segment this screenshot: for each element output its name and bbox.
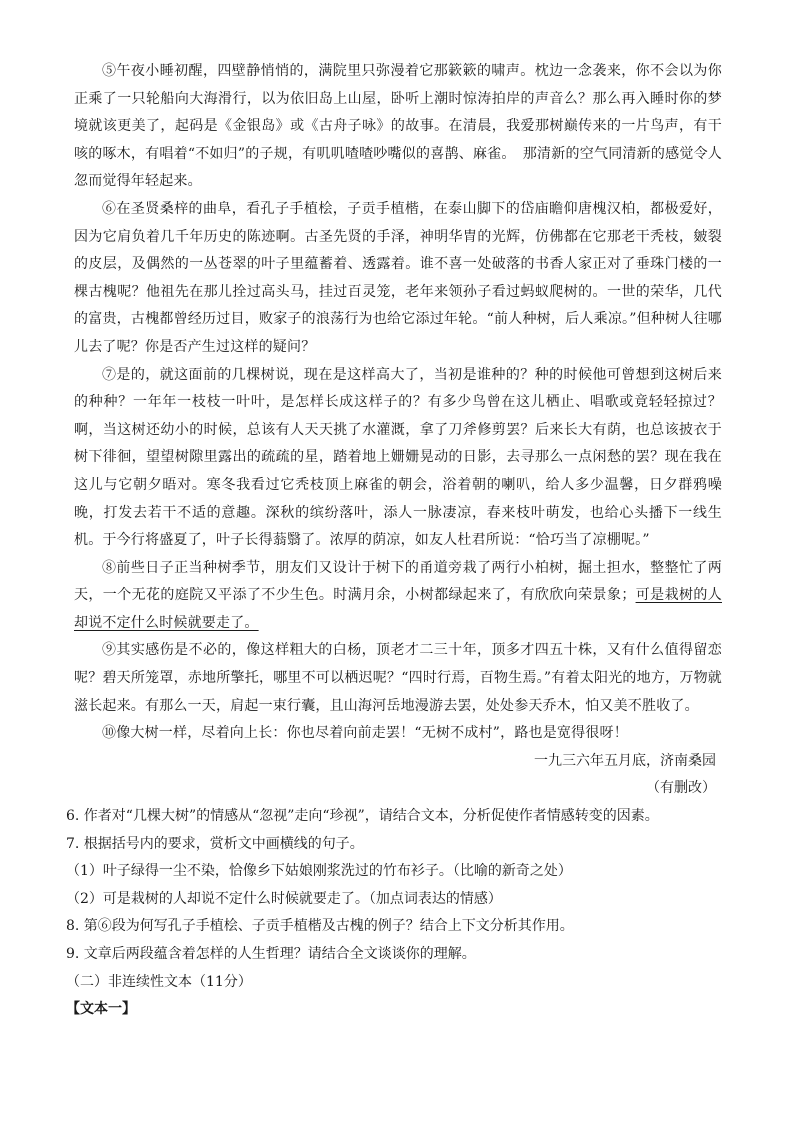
paragraph-5: ⑤午夜小睡初醒，四壁静悄悄的，满院里只弥漫着它那簌簌的啸声。枕边一念袭来，你不会以为你正乘了一只轮船向大海滑行，以为依旧岛上山屋，卧听上潮时惊涛拍岸的声音么？那么再入睡时你的梦境就该更美了，起码是《金银岛》或《古舟子咏》的故事。在清晨，我爱那树巅传来的一片鸟声，有干咳的啄木，有唱着“不如归”的子规，有叽叽喳喳吵嘴似的喜鹊、麻雀。 那清新的空气同清新的感觉令人忽而觉得年轻起来。 [74, 63, 722, 190]
underlined-sentence: 可是栽树的人却说不定什么时候就要走了。 [74, 587, 722, 631]
paragraph-10: ⑩像大树一样，尽着向上长：你也尽着向前走罢！“无树不成村”，路也是宽得很呀！ [102, 725, 628, 742]
question-6: 6. 作者对“几棵大树”的情感从“忽视”走向“珍视”，请结合文本，分析促使作者情感转变的因素。 [66, 808, 659, 825]
paragraph-6: ⑥在圣贤桑梓的曲阜，看孔子手植桧，子贡手植楷，在泰山脚下的岱庙瞻仰唐槐汉柏，都极爱好，因为它肩负着几千年历史的陈迹啊。古圣先贤的手泽，神明华胄的光辉，仿佛都在它那老干秃枝，皴裂的皮层，及偶然的一丛苍翠的叶子里蕴蓄着、透露着。谁不喜一处破落的书香人家正对了垂珠门楼的一棵古槐呢？他祖先在那儿拴过高头马，挂过百灵笼，老年来领孙子看过蚂蚁爬树的。一世的荣华，几代的富贵，古槐都曾经历过目，败家子的浪荡行为也给它添过年轮。“前人种树，后人乘凉。”但种树人往哪儿去了呢？你是否产生过这样的疑问？ [74, 200, 722, 355]
question-9: 9. 文章后两段蕴含着怎样的人生哲理？请结合全文谈谈你的理解。 [66, 946, 476, 962]
paragraph-7: ⑦是的，就这面前的几棵树说，现在是这样高大了，当初是谁种的？种的时候他可曾想到这树后来的种种？一年年一枝枝一叶叶，是怎样长成这样子的？有多少鸟曾在这儿栖止、唱歌或竟轻轻掠过？啊，当这树还幼小的时候，总该有人天天挑了水灌溉，拿了刀斧修剪罢？后来长大有荫，也总该披衣于树下徘徊，望望树隙里露出的疏疏的星，踏着地上姗姗晃动的日影，去寻那么一点闲愁的罢？现在我在这儿与它朝夕晤对。寒冬我看过它秃枝顶上麻雀的朝会，浴着朝的喇叭，给人多少温馨，日夕群鸦噪晚，打发去若干不适的意趣。深秋的缤纷落叶，添人一脉凄凉，春来枝叶萌发，也给心头播下一线生机。于今行将盛夏了，叶子长得蓊翳了。浓厚的荫凉，如友人杜君所说：“恰巧当了凉棚呢。” [74, 366, 722, 549]
paragraph-8 [74, 555, 722, 638]
question-7: 7. 根据括号内的要求，赏析文中画横线的句子。 [66, 835, 364, 852]
paragraph-9: ⑨其实感伤是不必的，像这样粗大的白杨，顶老才二三十年，顶多才四五十株，又有什么值得留恋呢？碧天所笼罩，赤地所擎托，哪里不可以栖迟呢？“四时行焉，百物生焉。”有着太阳光的地方，万物就滋长起来。有那么一天，肩起一束行囊，且山海河岳地漫游去罢，处处参天乔木，怕又美不胜收了。 [74, 642, 722, 714]
question-7-part-2: （2）可是栽树的人却说不定什么时候就要走了。（加点词表达的情感） [66, 890, 502, 907]
text-one-label: 【文本一】 [66, 1001, 136, 1018]
signature-note: （有删改） [646, 780, 716, 797]
paragraph-8-text: ⑧前些日子正当种树季节，朋友们又设计于树下的甬道旁栽了两行小柏树，掘土担水，整整忙了两天，一个无花的庭院又平添了不少生色。时满月余，小树都绿起来了，有欣欣向荣景象； [74, 559, 722, 604]
question-8: 8. 第⑥段为何写孔子手植桧、子贡手植楷及古槐的例子？结合上下文分析其作用。 [66, 918, 574, 935]
section-heading: （二）非连续性文本（11分） [66, 973, 252, 990]
document-page [66, 58, 722, 1024]
signature-date-place: 一九三六年五月底，济南桑园 [534, 752, 716, 769]
questions-block [66, 803, 722, 1024]
question-7-part-1: （1）叶子绿得一尘不染，恰像乡下姑娘刚浆洗过的竹布衫子。（比喻的新奇之处） [66, 863, 572, 880]
